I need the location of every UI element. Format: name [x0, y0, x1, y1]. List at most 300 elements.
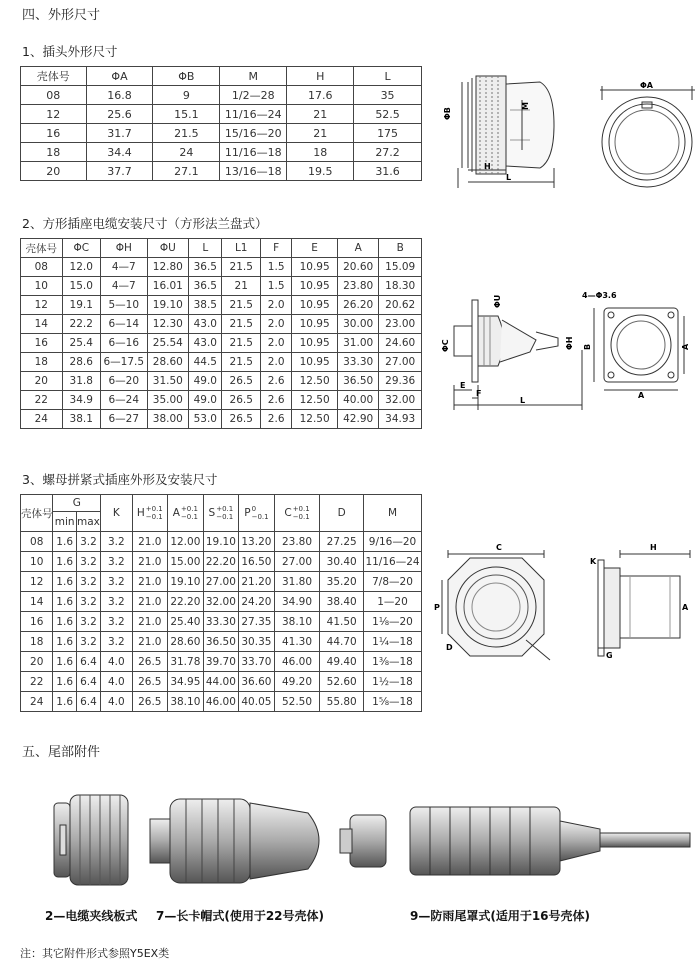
table-cell: 20.60: [337, 258, 379, 277]
label-D: D: [446, 643, 453, 652]
table-cell: 2.0: [260, 353, 291, 372]
table-cell: 19.1: [62, 296, 100, 315]
table-cell: 6—17.5: [100, 353, 147, 372]
col-F: F: [260, 239, 291, 258]
accessory-long-cap: [150, 799, 319, 883]
label-phiC: ΦC: [441, 339, 450, 352]
table-row: [21, 277, 422, 296]
table-cell: 21.0: [132, 532, 168, 552]
col-phiA: ΦA: [86, 67, 153, 86]
col-P: [239, 495, 275, 532]
table-cell: 25.6: [86, 105, 153, 124]
table-cell: 38.5: [189, 296, 222, 315]
table-cell: 6—24: [100, 391, 147, 410]
table-cell: 21: [287, 105, 354, 124]
table-cell: 36.5: [189, 258, 222, 277]
table-cell: 31.7: [86, 124, 153, 143]
table-row: [21, 410, 422, 429]
table-cell: 2.0: [260, 334, 291, 353]
table-cell: 3.2: [101, 532, 132, 552]
table-cell: 38.40: [320, 592, 364, 612]
table-cell: 49.0: [189, 391, 222, 410]
table-cell: 16: [21, 612, 53, 632]
table-row: [21, 391, 422, 410]
table-cell: 43.0: [189, 334, 222, 353]
jam-nut-front-drawing: [434, 540, 560, 665]
table-cell: 1½—18: [364, 672, 422, 692]
table-cell: 4—7: [100, 277, 147, 296]
table-cell: 26.5: [222, 391, 260, 410]
col-P-label: P: [244, 507, 251, 519]
table-cell: 36.5: [189, 277, 222, 296]
table-cell: 29.36: [379, 372, 422, 391]
table-cell: 27.00: [274, 552, 320, 572]
table-cell: 6—14: [100, 315, 147, 334]
table-cell: 19.10: [147, 296, 189, 315]
table-cell: 1/2—28: [220, 86, 287, 105]
table-cell: 5—10: [100, 296, 147, 315]
table-row: [21, 334, 422, 353]
table-row: [21, 353, 422, 372]
table-cell: 14: [21, 592, 53, 612]
col-G: G: [53, 495, 101, 512]
table-cell: 4.0: [101, 672, 132, 692]
table-row: [21, 372, 422, 391]
table-cell: 4.0: [101, 692, 132, 712]
col-K: K: [101, 495, 132, 532]
table3-body: [21, 532, 422, 712]
table-cell: 1—20: [364, 592, 422, 612]
col-G-max: max: [76, 512, 100, 532]
table-cell: 18.30: [379, 277, 422, 296]
table-cell: 2.6: [260, 410, 291, 429]
table-cell: 21.0: [132, 612, 168, 632]
table-cell: 21.5: [153, 124, 220, 143]
table-cell: 41.30: [274, 632, 320, 652]
table-cell: 49.40: [320, 652, 364, 672]
table-cell: 44.70: [320, 632, 364, 652]
col-phiC: ΦC: [62, 239, 100, 258]
table-cell: 3.2: [101, 552, 132, 572]
col-shell-label: 壳体号: [21, 507, 53, 520]
table-row: [21, 692, 422, 712]
table-cell: 23.80: [337, 277, 379, 296]
table-cell: 10.95: [292, 258, 338, 277]
square-receptacle-side-drawing: [440, 290, 590, 415]
table-cell: 1⅜—18: [364, 652, 422, 672]
table-cell: 38.10: [274, 612, 320, 632]
table-cell: 16: [21, 334, 63, 353]
sub3-title: 3、螺母拼紧式插座外形及安装尺寸: [22, 472, 218, 487]
label-H: H: [484, 162, 491, 171]
table-cell: 26.5: [132, 692, 168, 712]
table-cell: 34.9: [62, 391, 100, 410]
table-cell: 52.5: [354, 105, 422, 124]
table-cell: 24.60: [379, 334, 422, 353]
table-cell: 3.2: [76, 632, 100, 652]
table-cell: 24: [153, 143, 220, 162]
table-cell: 21.5: [222, 315, 260, 334]
label-F: F: [476, 389, 482, 398]
table-cell: 28.60: [147, 353, 189, 372]
col-S: [203, 495, 239, 532]
table-cell: 18: [21, 632, 53, 652]
table-cell: 52.50: [274, 692, 320, 712]
table-cell: 9/16—20: [364, 532, 422, 552]
table-cell: 4—7: [100, 258, 147, 277]
col-phiH: ΦH: [100, 239, 147, 258]
table-cell: 3.2: [101, 592, 132, 612]
table-cell: 44.00: [203, 672, 239, 692]
table-header-row: [21, 67, 422, 86]
table2-body: [21, 258, 422, 429]
table-cell: 22: [21, 391, 63, 410]
tol-minus: −0.1: [145, 513, 163, 521]
col-M: M: [220, 67, 287, 86]
tol-minus: −0.1: [251, 513, 269, 521]
label-P: P: [434, 603, 440, 612]
table-cell: 10.95: [292, 353, 338, 372]
table-cell: 12.50: [292, 391, 338, 410]
table-cell: 27.35: [239, 612, 275, 632]
table-cell: 36.60: [239, 672, 275, 692]
table-cell: 46.00: [274, 652, 320, 672]
table-cell: 2.6: [260, 372, 291, 391]
table-cell: 12.00: [168, 532, 204, 552]
table-header-row: [21, 239, 422, 258]
table-row: [21, 612, 422, 632]
table-row: [21, 143, 422, 162]
table-cell: 12: [21, 105, 87, 124]
table-cell: 28.6: [62, 353, 100, 372]
table-cell: 33.30: [203, 612, 239, 632]
table-cell: 1.6: [53, 552, 76, 572]
table-cell: 12.0: [62, 258, 100, 277]
plug-front-view-drawing: [600, 80, 695, 195]
table-cell: 16.8: [86, 86, 153, 105]
col-L: L: [189, 239, 222, 258]
accessory-clamp: [54, 795, 128, 885]
table-cell: 25.4: [62, 334, 100, 353]
table-cell: 22.20: [203, 552, 239, 572]
table-cell: 32.00: [379, 391, 422, 410]
table-cell: 21.0: [132, 592, 168, 612]
col-H: H: [287, 67, 354, 86]
table-cell: 31.50: [147, 372, 189, 391]
table-cell: 42.90: [337, 410, 379, 429]
col-shell: 壳体号: [21, 239, 63, 258]
col-A: A: [337, 239, 379, 258]
sub1-title: 1、插头外形尺寸: [22, 44, 118, 59]
table-cell: 6—27: [100, 410, 147, 429]
tol-minus: −0.1: [292, 513, 310, 521]
col-H-label: H: [136, 507, 145, 519]
table-cell: 2.6: [260, 391, 291, 410]
table-cell: 13/16—18: [220, 162, 287, 181]
table-cell: 35.00: [147, 391, 189, 410]
table-cell: 34.95: [168, 672, 204, 692]
label-C: C: [496, 543, 502, 552]
table-cell: 26.5: [222, 410, 260, 429]
table-cell: 17.6: [287, 86, 354, 105]
col-phiU: ΦU: [147, 239, 189, 258]
table-cell: 15/16—20: [220, 124, 287, 143]
table-cell: 30.40: [320, 552, 364, 572]
table-row: [21, 552, 422, 572]
table-cell: 1.5: [260, 258, 291, 277]
table-cell: 1.6: [53, 572, 76, 592]
table-cell: 20: [21, 652, 53, 672]
col-M: M: [364, 495, 422, 532]
table-cell: 13.20: [239, 532, 275, 552]
table-cell: 38.1: [62, 410, 100, 429]
table-cell: 21.5: [222, 353, 260, 372]
table-cell: 21.0: [132, 632, 168, 652]
table-cell: 37.7: [86, 162, 153, 181]
col-E: E: [292, 239, 338, 258]
table-cell: 27.2: [354, 143, 422, 162]
accessory-rain-cover: [340, 807, 690, 875]
caption-accessory-9: 9—防雨尾罩式(适用于16号壳体): [410, 909, 591, 923]
table-cell: 28.60: [168, 632, 204, 652]
table1-body: [21, 86, 422, 181]
table-cell: 12.50: [292, 372, 338, 391]
table-cell: 10: [21, 277, 63, 296]
label-A2: A: [682, 603, 689, 612]
table-jam-nut-receptacle: [20, 494, 422, 712]
table-row: [21, 105, 422, 124]
table-cell: 18: [21, 143, 87, 162]
table-cell: 6.4: [76, 692, 100, 712]
label-K: K: [590, 557, 597, 566]
table-cell: 27.1: [153, 162, 220, 181]
label-A-vertical: A: [681, 343, 690, 350]
col-A: [168, 495, 204, 532]
table-cell: 3.2: [76, 612, 100, 632]
table-cell: 4.0: [101, 652, 132, 672]
table-cell: 10: [21, 552, 53, 572]
section4-title: 四、外形尺寸: [22, 8, 101, 23]
table-cell: 36.50: [337, 372, 379, 391]
table-cell: 2.0: [260, 315, 291, 334]
table-cell: 21.0: [132, 552, 168, 572]
table-cell: 21.0: [132, 572, 168, 592]
jam-nut-side-drawing: [590, 540, 695, 665]
table-cell: 11/16—24: [220, 105, 287, 124]
table-cell: 38.10: [168, 692, 204, 712]
table-cell: 1.6: [53, 652, 76, 672]
table-cell: 34.90: [274, 592, 320, 612]
table-cell: 1.5: [260, 277, 291, 296]
col-H: [132, 495, 168, 532]
tol-zero: 0: [251, 505, 257, 513]
table-cell: 25.54: [147, 334, 189, 353]
col-G-min: min: [53, 512, 76, 532]
table-cell: 43.0: [189, 315, 222, 334]
table-row: [21, 162, 422, 181]
table-cell: 16.50: [239, 552, 275, 572]
table-cell: 30.00: [337, 315, 379, 334]
table-cell: 10.95: [292, 334, 338, 353]
table-cell: 25.40: [168, 612, 204, 632]
label-M: M: [521, 102, 530, 110]
table-cell: 21.5: [222, 296, 260, 315]
table-cell: 35: [354, 86, 422, 105]
table-cell: 15.1: [153, 105, 220, 124]
table-cell: 31.6: [354, 162, 422, 181]
table-cell: 10.95: [292, 315, 338, 334]
table-row: [21, 258, 422, 277]
col-phiB: ΦB: [153, 67, 220, 86]
table-cell: 3.2: [76, 592, 100, 612]
table-cell: 30.35: [239, 632, 275, 652]
table-cell: 46.00: [203, 692, 239, 712]
table-row: [21, 632, 422, 652]
plug-side-view-drawing: [440, 70, 580, 195]
table-cell: 21.5: [222, 334, 260, 353]
table-cell: 27.00: [203, 572, 239, 592]
table-cell: 3.2: [76, 532, 100, 552]
tol-minus: −0.1: [180, 513, 198, 521]
col-shell: 壳体号: [21, 67, 87, 86]
table-cell: 12.30: [147, 315, 189, 334]
table-cell: 1.6: [53, 612, 76, 632]
label-A: A: [638, 391, 645, 400]
col-C: [274, 495, 320, 532]
table-plug-dimensions: [20, 66, 422, 181]
table-row: [21, 296, 422, 315]
label-L2: L: [520, 396, 526, 405]
table-cell: 49.0: [189, 372, 222, 391]
table-cell: 16.01: [147, 277, 189, 296]
table-cell: 36.50: [203, 632, 239, 652]
table-cell: 41.50: [320, 612, 364, 632]
table-cell: 19.10: [168, 572, 204, 592]
table-cell: 24.20: [239, 592, 275, 612]
label-phiU: ΦU: [493, 294, 502, 308]
table-row: [21, 672, 422, 692]
table-cell: 34.93: [379, 410, 422, 429]
tol-plus: +0.1: [216, 505, 234, 513]
table-cell: 1.6: [53, 532, 76, 552]
label-phiB: ΦB: [443, 107, 452, 120]
col-D: D: [320, 495, 364, 532]
table-cell: 26.20: [337, 296, 379, 315]
table-cell: 19.10: [203, 532, 239, 552]
tol-plus: +0.1: [292, 505, 310, 513]
table-square-receptacle: [20, 238, 422, 429]
table-cell: 55.80: [320, 692, 364, 712]
table-cell: 10.95: [292, 296, 338, 315]
table-cell: 12: [21, 296, 63, 315]
table-cell: 21: [287, 124, 354, 143]
table-cell: 9: [153, 86, 220, 105]
caption-accessory-2: 2—电缆夹线板式: [45, 909, 138, 923]
table-cell: 3.2: [101, 612, 132, 632]
table-row: [21, 652, 422, 672]
table-cell: 1⅝—18: [364, 692, 422, 712]
table-cell: 12.50: [292, 410, 338, 429]
table-cell: 08: [21, 532, 53, 552]
label-L: L: [506, 173, 512, 182]
table-cell: 18: [287, 143, 354, 162]
table-cell: 31.78: [168, 652, 204, 672]
table-cell: 12: [21, 572, 53, 592]
tol-minus: −0.1: [216, 513, 234, 521]
col-B: B: [379, 239, 422, 258]
col-shell: [21, 495, 53, 532]
table-cell: 1¼—18: [364, 632, 422, 652]
table-cell: 08: [21, 86, 87, 105]
label-phiH: ΦH: [565, 336, 574, 350]
table-cell: 23.80: [274, 532, 320, 552]
label-phiA: ΦA: [640, 81, 653, 90]
table-cell: 15.0: [62, 277, 100, 296]
sub2-title: 2、方形插座电缆安装尺寸（方形法兰盘式）: [22, 216, 268, 231]
table-cell: 16: [21, 124, 87, 143]
table-cell: 6.4: [76, 672, 100, 692]
table-cell: 49.20: [274, 672, 320, 692]
table-row: [21, 572, 422, 592]
table-cell: 53.0: [189, 410, 222, 429]
table-cell: 24: [21, 410, 63, 429]
caption-accessory-7: 7—长卡帽式(使用于22号壳体): [156, 909, 325, 923]
table-cell: 18: [21, 353, 63, 372]
table-cell: 1.6: [53, 672, 76, 692]
label-holes: 4—Φ3.6: [582, 291, 617, 300]
table-cell: 2.0: [260, 296, 291, 315]
table-cell: 6.4: [76, 652, 100, 672]
table-cell: 35.20: [320, 572, 364, 592]
table-cell: 3.2: [76, 572, 100, 592]
table-cell: 27.25: [320, 532, 364, 552]
table-cell: 20: [21, 162, 87, 181]
table-cell: 15.00: [168, 552, 204, 572]
table-cell: 11/16—24: [364, 552, 422, 572]
table-cell: 3.2: [101, 632, 132, 652]
accessories-drawing: [40, 785, 690, 895]
table-cell: 27.00: [379, 353, 422, 372]
table-cell: 21.20: [239, 572, 275, 592]
table-row: [21, 86, 422, 105]
table-header-row-1: [21, 495, 422, 512]
table-cell: 6—16: [100, 334, 147, 353]
section5-title: 五、尾部附件: [22, 745, 101, 760]
table-cell: 19.5: [287, 162, 354, 181]
table-row: [21, 532, 422, 552]
table-row: [21, 124, 422, 143]
table-cell: 24: [21, 692, 53, 712]
table-cell: 1.6: [53, 592, 76, 612]
label-B: B: [583, 343, 592, 350]
tol-plus: +0.1: [145, 505, 163, 513]
table-cell: 23.00: [379, 315, 422, 334]
table-cell: 33.70: [239, 652, 275, 672]
table-cell: 3.2: [76, 552, 100, 572]
label-H2: H: [650, 543, 657, 552]
table-cell: 08: [21, 258, 63, 277]
table-cell: 15.09: [379, 258, 422, 277]
table-cell: 1⅛—20: [364, 612, 422, 632]
table-cell: 175: [354, 124, 422, 143]
footnote: 注：其它附件形式参照Y5EX类: [20, 947, 170, 960]
table-cell: 34.4: [86, 143, 153, 162]
col-L: L: [354, 67, 422, 86]
col-C-label: C: [284, 507, 292, 519]
table-cell: 39.70: [203, 652, 239, 672]
table-cell: 21: [222, 277, 260, 296]
table-cell: 40.05: [239, 692, 275, 712]
